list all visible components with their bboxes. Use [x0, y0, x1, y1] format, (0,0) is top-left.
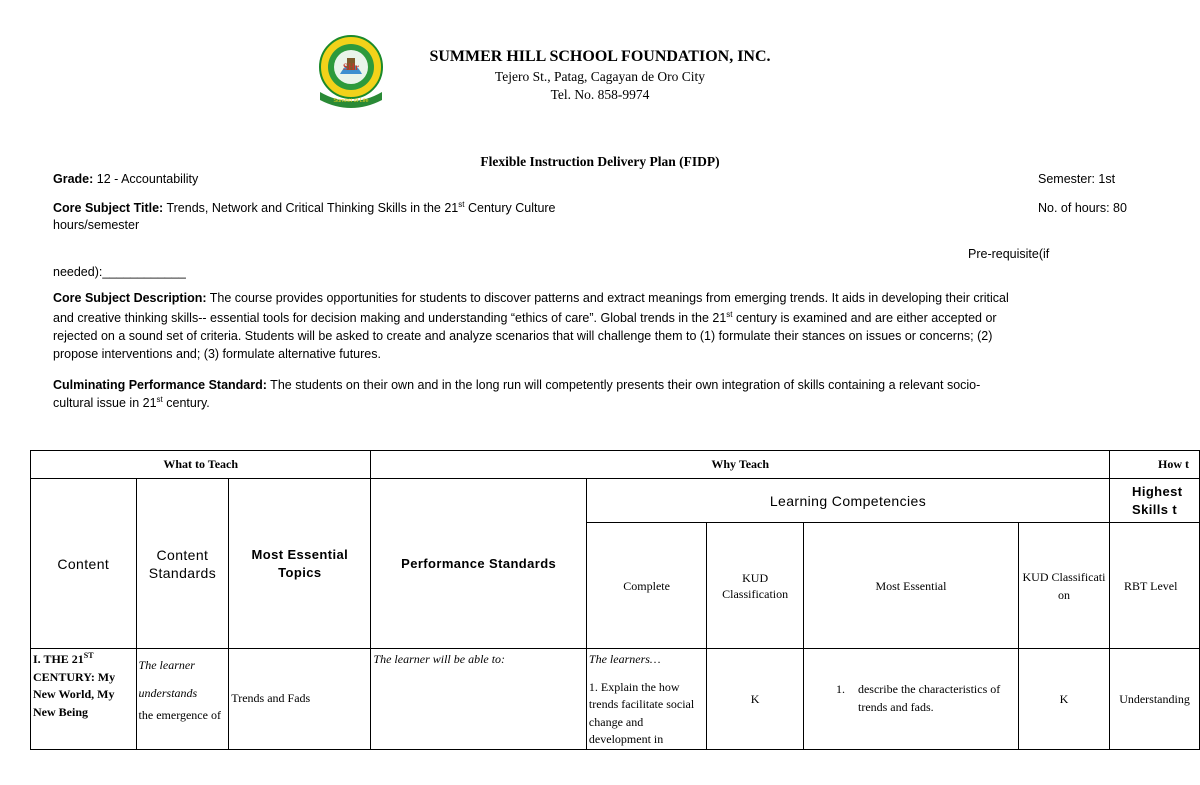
fidp-table	[30, 450, 1200, 750]
prerequisite: Pre-requisite(if	[968, 247, 1050, 261]
school-telephone: Tel. No. 858-9974	[550, 87, 650, 102]
complete-header: Complete	[586, 523, 706, 649]
standards-line-2: the emergence of	[138, 708, 221, 722]
core-subject-description	[53, 289, 1163, 363]
culminating-line-1: The students on their own and in the long run will competently presents their own integration of skills containing a relevant socio-	[266, 378, 981, 392]
core-subject-value: Trends, Network and Critical Thinking Skills in the 21	[163, 201, 459, 215]
grade-line	[53, 170, 198, 188]
description-line-2-end: century is examined and are either accepted or	[732, 311, 997, 325]
complete-item-1: 1. Explain the how trends facilitate social change and development in	[588, 679, 695, 746]
prerequisite-continuation: needed):____________	[53, 265, 186, 279]
rbt-level-cell: Understanding	[1110, 649, 1200, 750]
learning-competencies-header: Learning Competencies	[586, 479, 1109, 523]
culminating-performance-standard	[53, 376, 1163, 412]
content-standards-header: Content Standards	[136, 479, 229, 649]
content-cell	[31, 649, 137, 750]
school-logo	[316, 34, 386, 108]
most-essential-cell	[803, 649, 1018, 750]
content-cell-sup: ST	[83, 651, 94, 660]
content-standards-cell	[136, 649, 229, 750]
culminating-label: Culminating Performance Standard:	[53, 378, 267, 392]
description-sup: st	[726, 309, 733, 319]
most-essential-topics-header: Most Essential Topics	[229, 479, 371, 649]
why-teach-header: Why Teach	[371, 451, 1110, 479]
table-row	[31, 649, 1200, 750]
grade-label: Grade:	[53, 172, 94, 186]
most-essential-header: Most Essential	[803, 523, 1018, 649]
what-to-teach-header: What to Teach	[31, 451, 371, 479]
content-cell-text: I. THE 21	[33, 652, 84, 666]
core-subject-label: Core Subject Title:	[53, 201, 164, 215]
topic-cell: Trends and Fads	[229, 649, 371, 750]
description-label: Core Subject Description:	[53, 291, 207, 305]
hours-continuation: hours/semester	[53, 218, 140, 232]
school-address: Tejero St., Patag, Cagayan de Oro City	[494, 69, 706, 84]
most-essential-number: 1.	[835, 682, 845, 697]
most-essential-text: describe the characteristics of trends and fads.	[857, 682, 1001, 714]
culminating-line-2-end: century.	[162, 396, 210, 410]
performance-standards-header: Performance Standards	[371, 479, 587, 649]
complete-intro: The learners…	[588, 652, 661, 666]
table-header-row-2	[31, 479, 1200, 523]
kud-classification-header: KUD Classification	[707, 523, 804, 649]
school-name: SUMMER HILL SCHOOL FOUNDATION, INC.	[429, 48, 771, 65]
document-title: Flexible Instruction Delivery Plan (FIDP)	[480, 154, 720, 169]
complete-competency-cell	[586, 649, 706, 750]
culminating-sup: st	[156, 394, 163, 404]
description-line-1: The course provides opportunities for students to discover patterns and extract meanings from emerging trends. It aids in developing their critical	[206, 291, 1009, 305]
content-cell-text-end: CENTURY: My New World, My New Being	[33, 669, 116, 719]
table-header-row-1	[31, 451, 1200, 479]
core-subject-line	[53, 199, 556, 217]
svg-text:SHr: SHr	[342, 62, 360, 72]
number-of-hours: No. of hours: 80	[1038, 201, 1127, 215]
description-line-4: propose interventions and; (3) formulate alternative futures.	[53, 347, 381, 361]
grade-value: 12 - Accountability	[93, 172, 199, 186]
core-subject-value-end: Century Culture	[464, 201, 556, 215]
logo-motto: Summit of Life	[333, 98, 369, 104]
kud-cell: K	[707, 649, 804, 750]
semester: Semester: 1st	[1038, 172, 1116, 186]
standards-line-1: The learner understands	[138, 658, 198, 700]
description-line-3: rejected on a sound set of criteria. Students will be asked to create and analyze scenarios that will challenge them to (1) formulate their stances on issues or concerns; (2)	[53, 329, 993, 343]
core-subject-sup: st	[458, 199, 465, 209]
content-header: Content	[31, 479, 137, 649]
performance-standards-cell: The learner will be able to:	[371, 649, 587, 750]
how-to-header: How t	[1110, 451, 1200, 479]
rbt-level-header: RBT Level	[1110, 523, 1200, 649]
description-line-2: and creative thinking skills-- essential tools for decision making and understanding “ethics of care”. Global trends in the 21	[53, 311, 727, 325]
kud-cell-2: K	[1018, 649, 1109, 750]
culminating-line-2: cultural issue in 21	[53, 396, 157, 410]
kud-classification-header-2: KUD Classification	[1018, 523, 1109, 649]
highest-skills-header: Highest Skills t	[1110, 479, 1200, 523]
